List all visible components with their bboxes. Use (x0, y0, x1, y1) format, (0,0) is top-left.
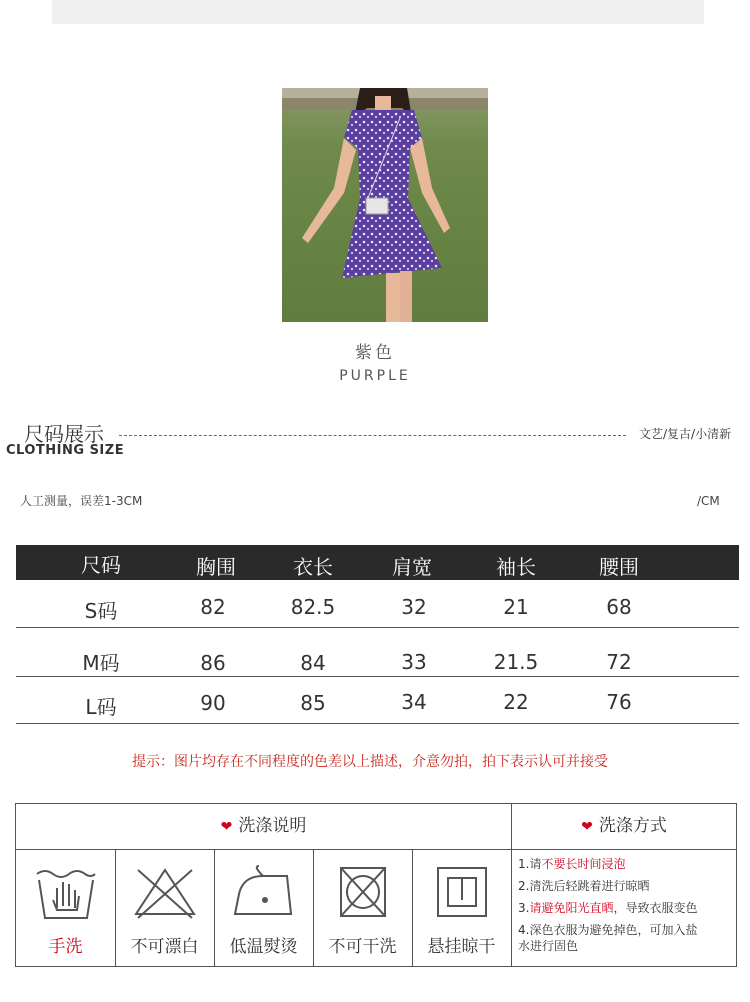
method-title-text: 洗涤方式 (598, 816, 667, 836)
instruction-4 (518, 922, 697, 954)
size-cell: L码 (85, 695, 117, 719)
instruction-text: ，导致衣服变色 (613, 901, 698, 915)
color-name-en: PURPLE (339, 368, 411, 384)
instruction-text: 3. (518, 901, 530, 915)
table-row (16, 677, 739, 724)
header-cell: 胸围 (196, 555, 236, 579)
value-cell: 76 (606, 690, 632, 714)
size-section-title: 尺码展示 (24, 422, 104, 446)
size-section-subtitle: CLOTHING SIZE (6, 443, 125, 458)
size-cell: S码 (84, 599, 118, 623)
care-label: 不可干洗 (328, 937, 397, 957)
header-cell: 肩宽 (392, 555, 432, 579)
header-cell: 衣长 (293, 555, 333, 579)
value-cell: 21 (503, 595, 529, 619)
header-cell: 腰围 (599, 555, 639, 579)
table-row (16, 580, 739, 628)
instruction-2: 2.清洗后轻跳着进行晾晒 (518, 879, 650, 893)
value-cell: 85 (300, 691, 326, 715)
dashed-divider (119, 435, 626, 436)
method-title (512, 804, 736, 849)
instruction-highlight: 不要长时间浸泡 (541, 857, 626, 871)
value-cell: 32 (401, 595, 427, 619)
care-label: 不可漂白 (130, 937, 199, 957)
instruction-1 (518, 856, 625, 872)
style-tag: 文艺/复古/小清新 (639, 427, 732, 441)
instruction-text: 4.深色衣服为避免掉色，可加入盐 (518, 923, 698, 937)
value-cell: 72 (606, 650, 632, 674)
care-symbol-no-bleach (115, 850, 214, 966)
value-cell: 84 (300, 651, 326, 675)
size-table (16, 545, 739, 724)
care-symbol-hand-wash (16, 850, 115, 966)
value-cell: 34 (401, 690, 427, 714)
value-cell: 68 (606, 595, 632, 619)
care-label: 低温熨烫 (229, 937, 298, 957)
value-cell: 21.5 (493, 650, 539, 674)
care-symbol-low-iron (214, 850, 313, 966)
wash-title (16, 804, 511, 849)
value-cell: 82.5 (290, 595, 336, 619)
measurement-note: 人工测量，误差1-3CM (20, 494, 143, 508)
header-cell: 袖长 (496, 555, 536, 579)
care-label: 手洗 (48, 937, 83, 957)
care-label: 悬挂晾干 (427, 937, 496, 957)
hand-wash-icon (33, 864, 99, 924)
instruction-text: 1.请 (518, 857, 542, 871)
instruction-text: 水进行固色 (518, 939, 579, 953)
heart-icon: ❤ (220, 819, 233, 835)
care-symbol-hang-dry (412, 850, 511, 966)
care-symbol-no-dry-clean (313, 850, 412, 966)
value-cell: 82 (200, 595, 226, 619)
top-banner-strip (52, 0, 704, 24)
table-row (16, 628, 739, 677)
product-photo (282, 88, 488, 322)
no-bleach-icon (130, 864, 200, 920)
hang-dry-icon (432, 864, 492, 920)
instruction-highlight: 请避免阳光直晒 (529, 901, 614, 915)
value-cell: 22 (503, 690, 529, 714)
heart-icon: ❤ (581, 819, 593, 835)
care-instructions-panel (15, 803, 737, 967)
low-iron-icon (229, 864, 299, 920)
size-cell: M码 (82, 651, 120, 675)
color-name-cn: 紫色 (355, 343, 395, 363)
wash-title-text: 洗涤说明 (238, 816, 307, 836)
color-difference-tip: 提示：图片均存在不同程度的色差以上描述，介意勿拍，拍下表示认可并接受 (132, 754, 608, 770)
header-cell: 尺码 (81, 553, 121, 577)
no-dry-clean-icon (333, 864, 393, 920)
value-cell: 33 (401, 650, 427, 674)
size-table-header (16, 545, 739, 580)
unit-note: /CM (697, 494, 720, 508)
value-cell: 86 (200, 651, 226, 675)
value-cell: 90 (200, 691, 226, 715)
instruction-3 (518, 900, 697, 916)
